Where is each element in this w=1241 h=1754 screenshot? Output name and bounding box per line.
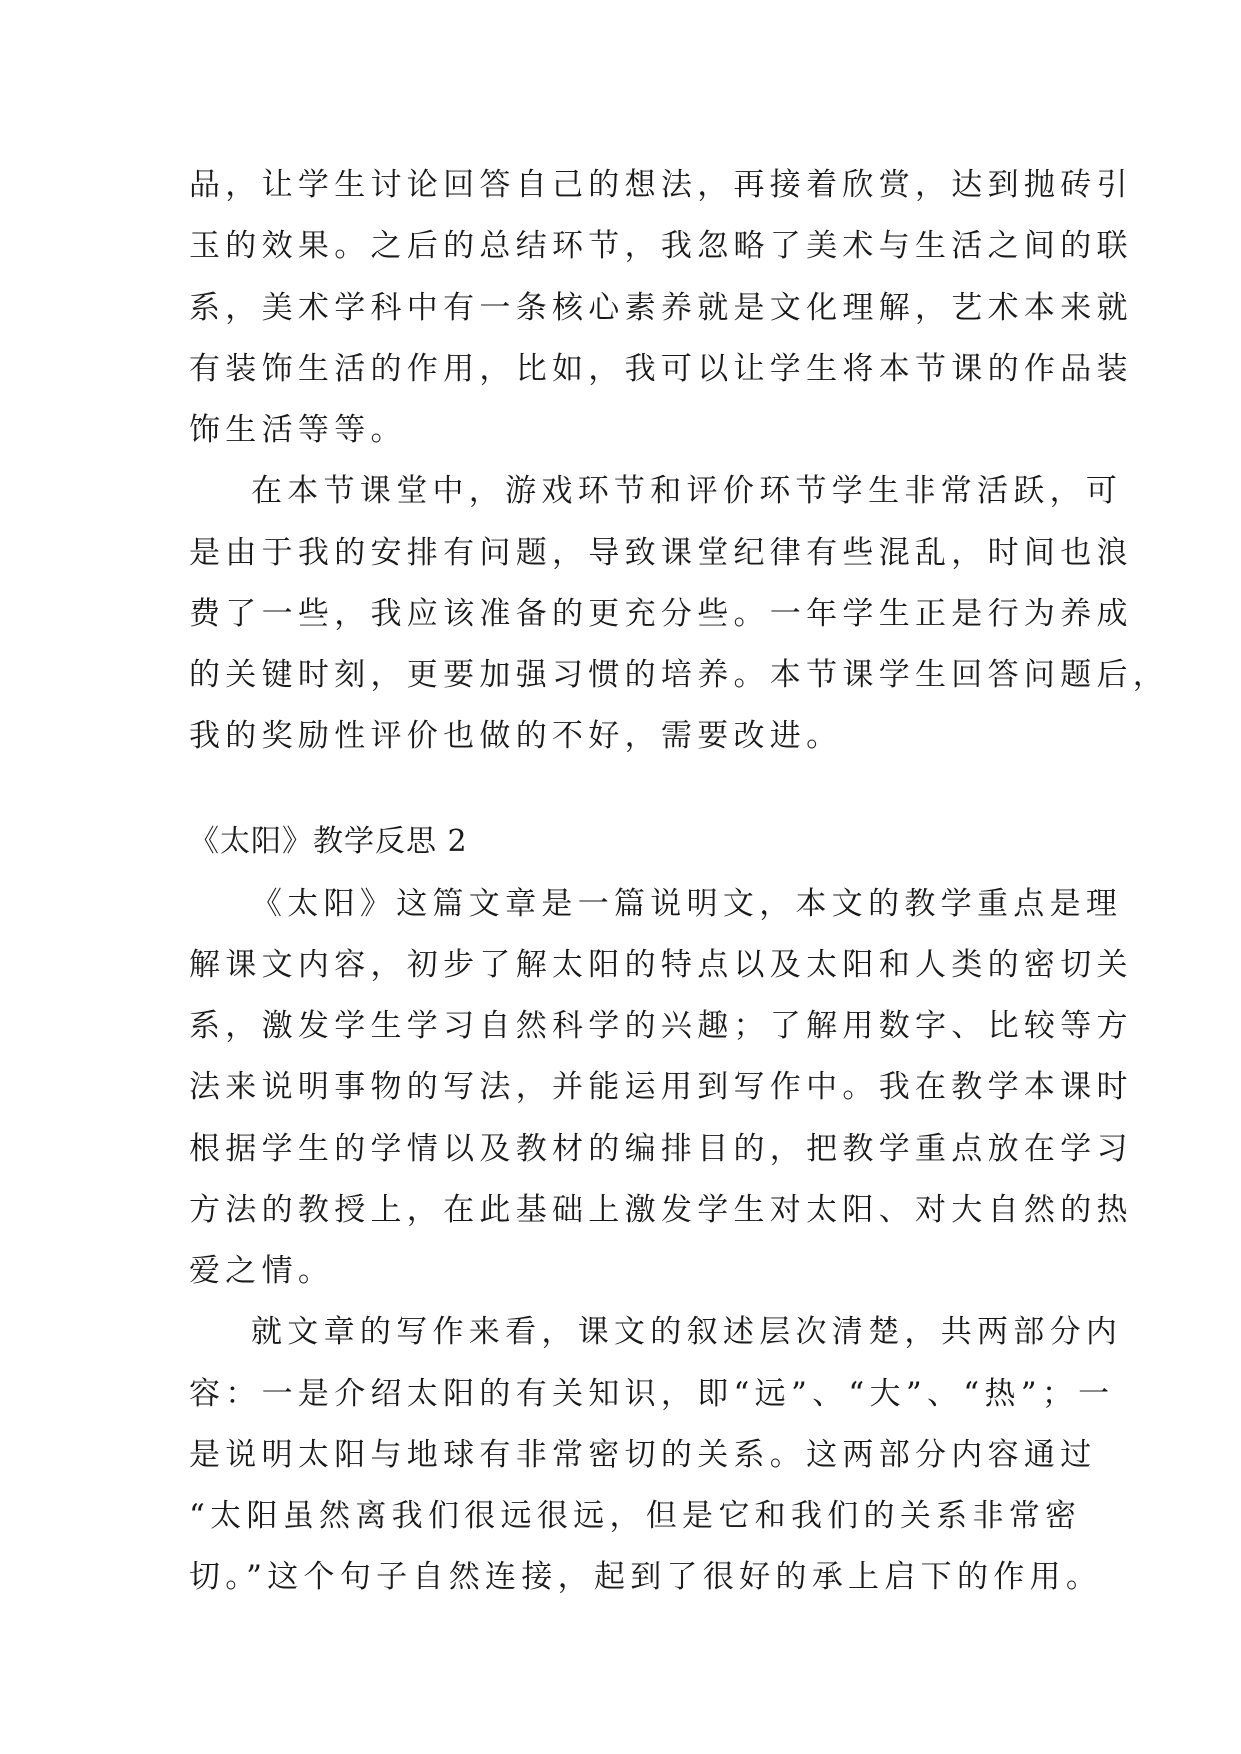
paragraph-line: 我的奖励性评价也做的不好，需要改进。 xyxy=(189,718,843,754)
paragraph-line: “太阳虽然离我们很远很远，但是它和我们的关系非常密 xyxy=(189,1498,1082,1534)
paragraph-line: 是由于我的安排有问题，导致课堂纪律有些混乱，时间也浪 xyxy=(189,535,1133,571)
paragraph-line: 根据学生的学情以及教材的编排目的，把教学重点放在学习 xyxy=(189,1131,1133,1167)
paragraph-line: 饰生活等等。 xyxy=(189,412,407,448)
paragraph-line: 容：一是介绍太阳的有关知识，即“远”、“大”、“热”；一 xyxy=(189,1376,1115,1412)
paragraph-line: 方法的教授上，在此基础上激发学生对太阳、对大自然的热 xyxy=(189,1192,1133,1228)
paragraph-line: 系，激发学生学习自然科学的兴趣；了解用数字、比较等方 xyxy=(189,1008,1133,1044)
paragraph-line: 品，让学生讨论回答自己的想法，再接着欣赏，达到抛砖引 xyxy=(189,167,1133,203)
paragraph-line: 有装饰生活的作用，比如，我可以让学生将本节课的作品装 xyxy=(189,351,1133,387)
paragraph-line: 就文章的写作来看，课文的叙述层次清楚，共两部分内 xyxy=(251,1314,1123,1350)
paragraph-line: 解课文内容，初步了解太阳的特点以及太阳和人类的密切关 xyxy=(189,947,1133,983)
paragraph-line: 的关键时刻，更要加强习惯的培养。本节课学生回答问题后， xyxy=(189,657,1170,693)
paragraph-line: 法来说明事物的写法，并能运用到写作中。我在教学本课时 xyxy=(189,1069,1133,1105)
paragraph-line: 在本节课堂中，游戏环节和评价环节学生非常活跃，可 xyxy=(251,473,1123,509)
paragraph-line: 切。”这个句子自然连接，起到了很好的承上启下的作用。 xyxy=(189,1559,1103,1595)
paragraph-line: 是说明太阳与地球有非常密切的关系。这两部分内容通过 xyxy=(189,1437,1097,1473)
section-heading: 《太阳》教学反思 2 xyxy=(189,824,468,859)
paragraph-line: 爱之情。 xyxy=(189,1253,335,1289)
paragraph-line: 系，美术学科中有一条核心素养就是文化理解，艺术本来就 xyxy=(189,290,1133,326)
paragraph-line: 《太阳》这篇文章是一篇说明文，本文的教学重点是理 xyxy=(251,886,1123,922)
paragraph-line: 玉的效果。之后的总结环节，我忽略了美术与生活之间的联 xyxy=(189,228,1133,264)
paragraph-line: 费了一些，我应该准备的更充分些。一年学生正是行为养成 xyxy=(189,596,1133,632)
